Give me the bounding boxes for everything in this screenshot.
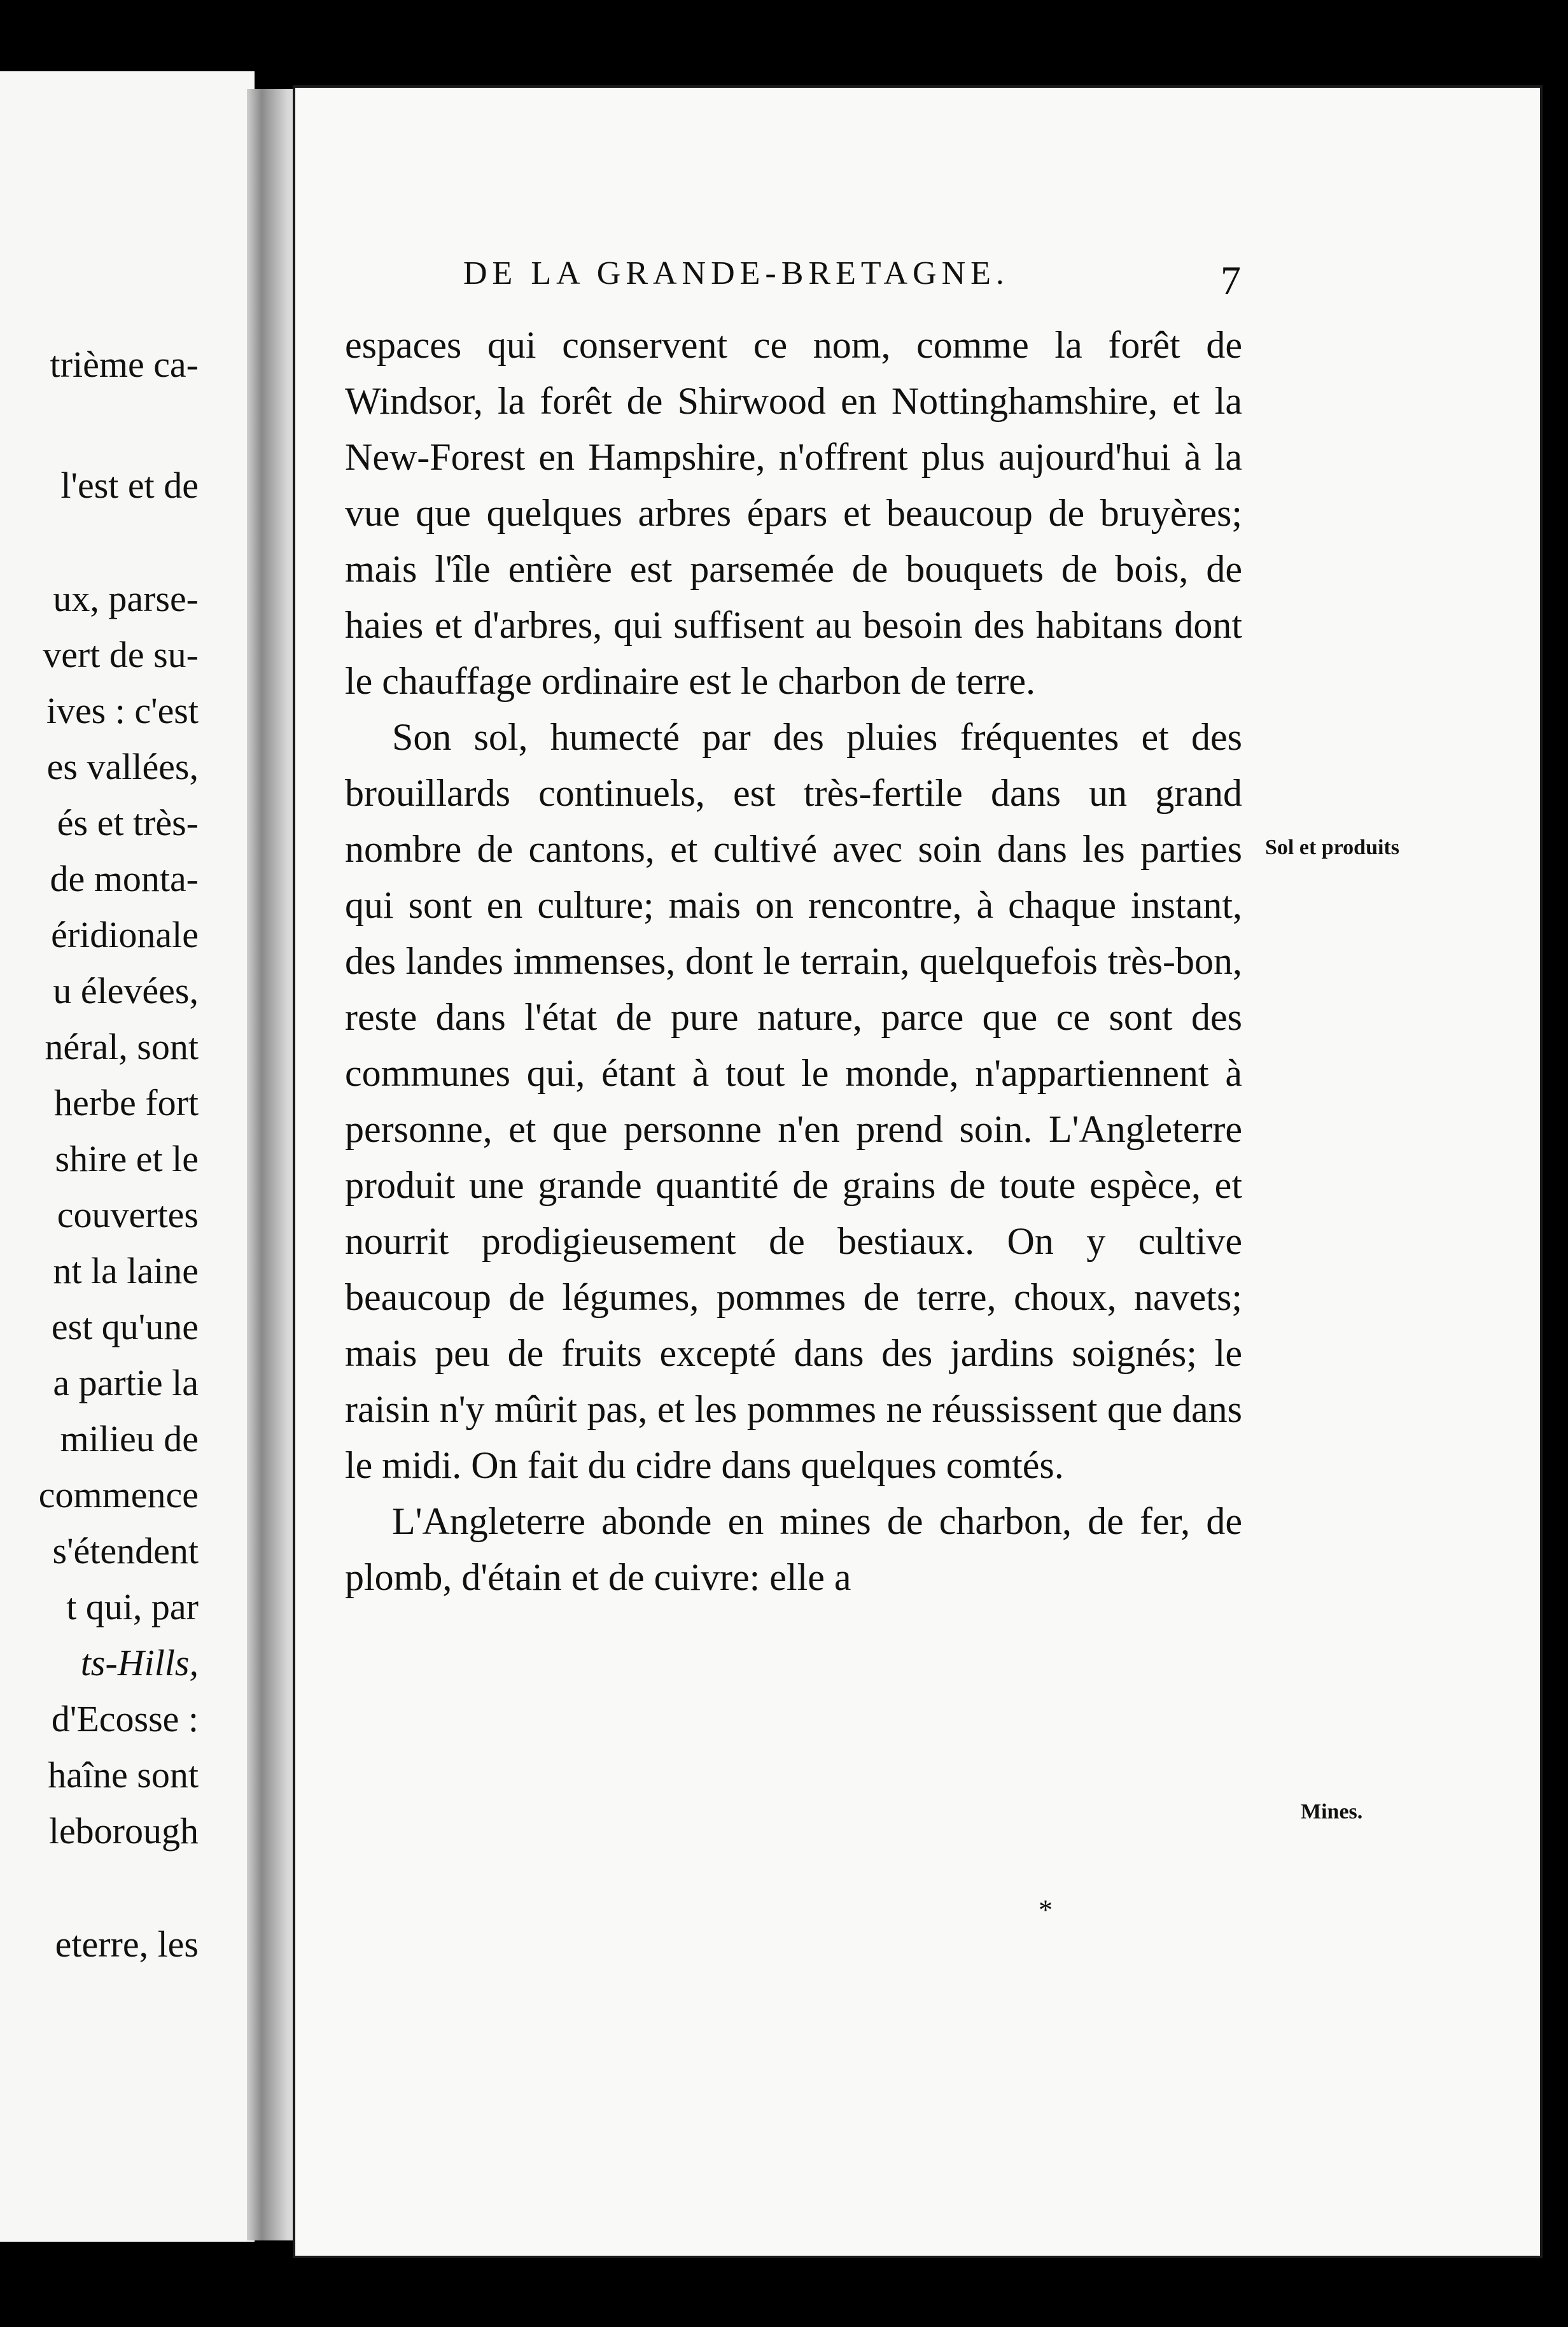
left-page-line: néral, sont: [45, 1026, 199, 1067]
left-page-line: t qui, par: [66, 1586, 199, 1627]
signature-mark: *: [1039, 1894, 1053, 1925]
left-page-line: est qu'une: [51, 1306, 199, 1347]
left-page: [0, 71, 255, 2242]
left-page-line: commence: [38, 1474, 199, 1515]
left-page-line: couvertes: [57, 1194, 199, 1235]
left-page-line: ux, parse-: [53, 578, 199, 619]
left-page-line: és et très-: [57, 802, 199, 843]
left-page-line: vert de su-: [43, 634, 199, 675]
left-page-line: trième ca-: [50, 344, 199, 385]
left-page-line: de monta-: [50, 858, 199, 899]
running-head: DE LA GRANDE-BRETAGNE.: [463, 255, 1009, 292]
page-number: 7: [1221, 258, 1241, 303]
left-page-line: ts-Hills,: [80, 1642, 199, 1684]
left-page-line: milieu de: [60, 1418, 199, 1459]
left-page-line: a partie la: [53, 1362, 199, 1403]
left-page-line: es vallées,: [46, 746, 199, 787]
margin-note-mines: Mines.: [1301, 1800, 1363, 1824]
left-page-line: shire et le: [55, 1138, 199, 1179]
left-page-line: herbe fort: [53, 1082, 199, 1123]
paragraph-soil-and-products: Son sol, humecté par des pluies fréquentes et des brouillards continuels, est très-fertile dans un grand nombre de cantons, et cultivé avec soin dans les parties qui sont en culture; mais on rencontre, à chaque instant, des landes immenses, dont le terrain, quelquefois très-bon, reste dans l'état de pure nature, parce que ce sont des communes qui, étant à tout le monde, n'appartiennent à personne, et que personne n'en prend soin. L'Angleterre produit une grande quantité de grains de toute espèce, et nourrit prodigieusement de bestiaux. On y cultive beaucoup de légumes, pommes de terre, choux, navets; mais peu de fruits excepté dans des jardins soignés; le raisin n'y mûrit pas, et les pommes ne réussissent que dans le midi. On fait du cidre dans quelques comtés.: [345, 716, 1242, 1486]
left-page-line: l'est et de: [60, 465, 199, 506]
margin-note-soil: Sol et produits: [1265, 836, 1399, 859]
left-page-line: s'étendent: [52, 1530, 199, 1571]
left-page-line: d'Ecosse :: [51, 1698, 199, 1740]
body-text: [345, 317, 1242, 1605]
paragraph-mines: L'Angleterre abonde en mines de charbon, de fer, de plomb, d'étain et de cuivre: elle a: [345, 1500, 1242, 1598]
left-page-line: leborough: [48, 1810, 199, 1852]
left-page-line: haîne sont: [48, 1754, 199, 1796]
left-page-line: nt la laine: [53, 1250, 199, 1291]
left-page-line: éridionale: [51, 914, 199, 955]
left-page-line: ives : c'est: [46, 690, 199, 731]
left-page-line: u élevées,: [53, 970, 199, 1011]
paragraph-forests: espaces qui conservent ce nom, comme la forêt de Windsor, la forêt de Shirwood en Nottinghamshire, et la New-Forest en Hampshire, n'offrent plus aujourd'hui à la vue que quelques arbres épars et beaucoup de bruyères; mais l'île entière est parsemée de bouquets de bois, de haies et d'arbres, qui suffisent au besoin des habitans dont le chauffage ordinaire est le charbon de terre.: [345, 324, 1242, 702]
left-page-line: eterre, les: [55, 1923, 199, 1965]
